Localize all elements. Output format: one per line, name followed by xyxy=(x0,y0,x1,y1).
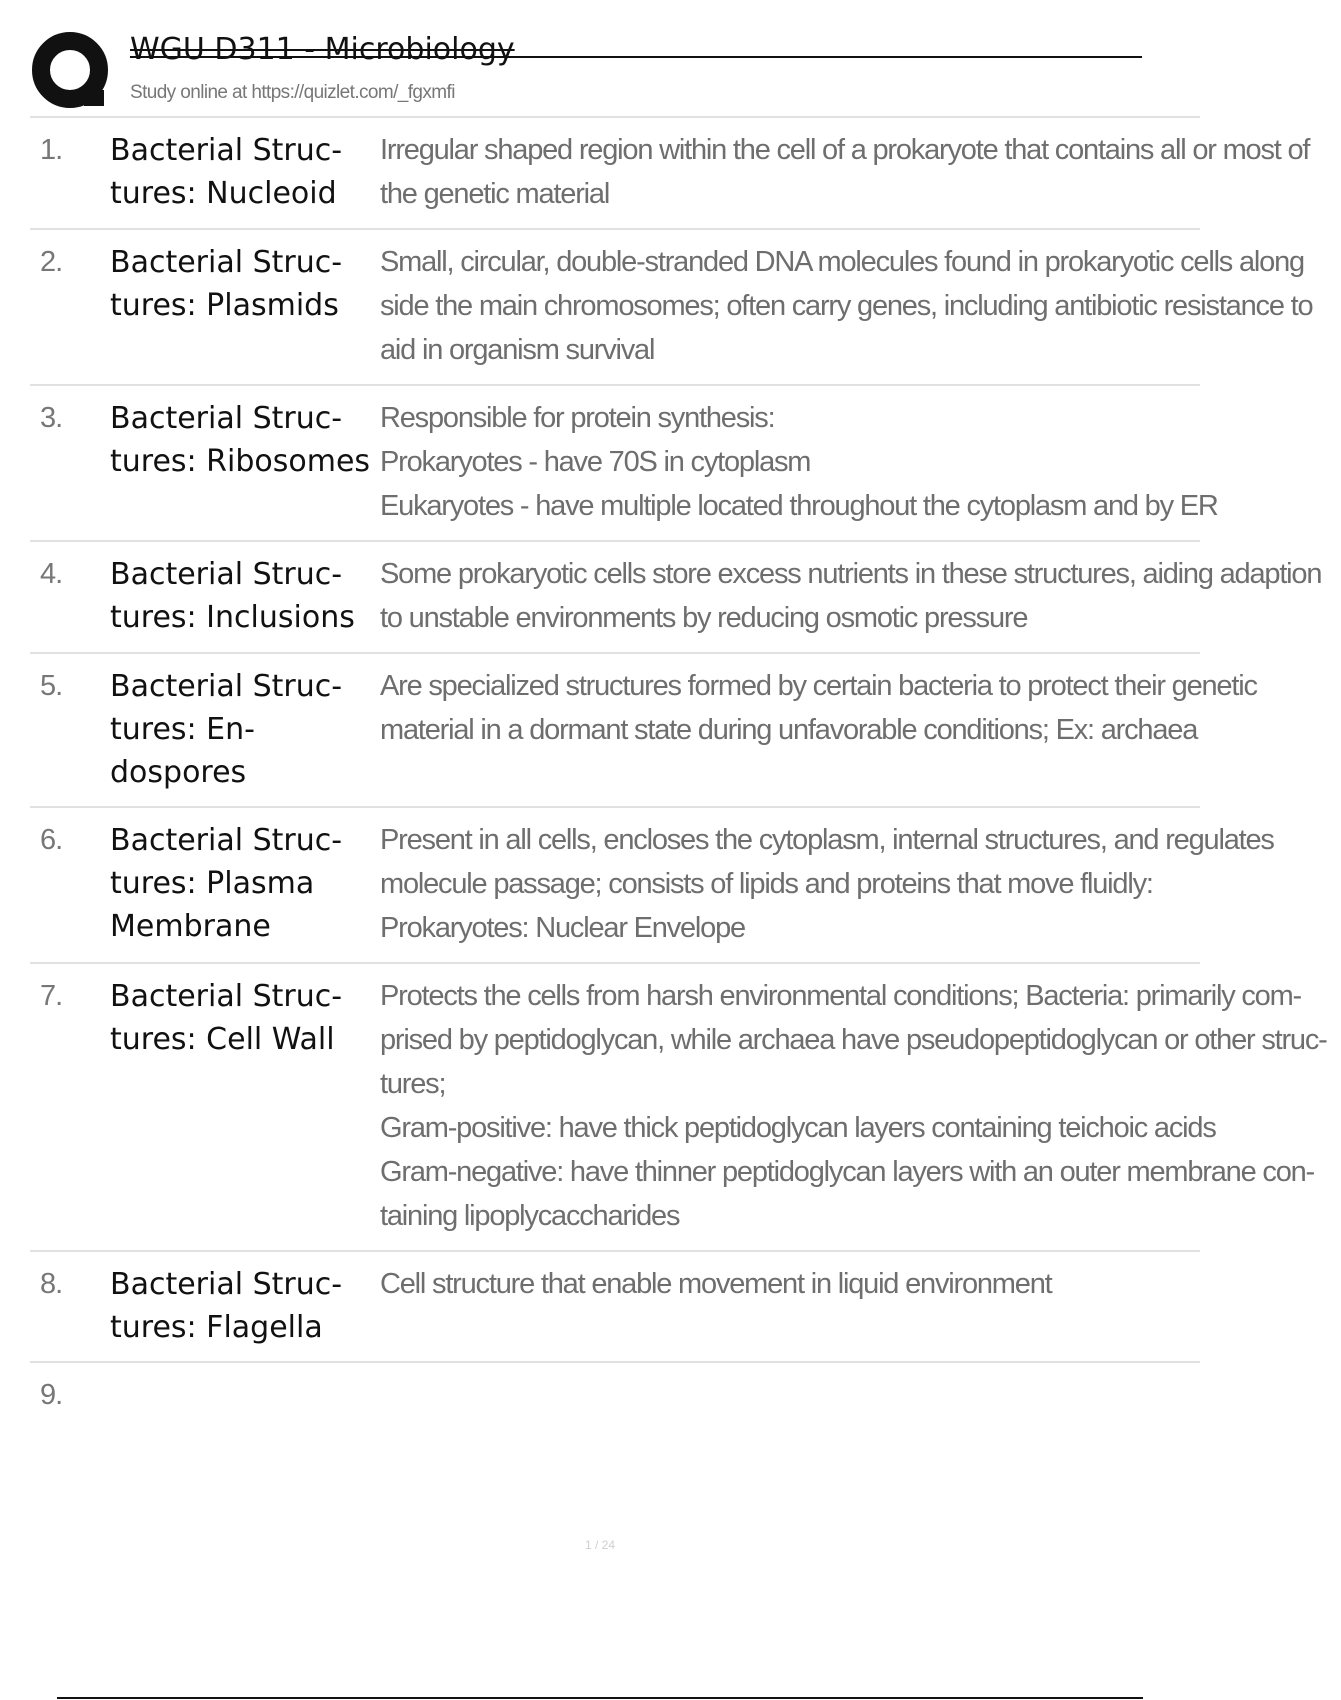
definition-line: Responsible for protein synthesis: xyxy=(380,402,775,434)
flashcard-row xyxy=(30,384,1218,540)
card-definition xyxy=(380,818,1288,950)
card-term xyxy=(110,1262,380,1349)
definition-line: Gram-negative: have thinner peptidoglycan layers with an outer membrane con- xyxy=(380,1156,1315,1188)
definition-line: molecule passage; consists of lipids and proteins that move fluidly: xyxy=(380,868,1153,900)
card-term xyxy=(110,664,380,794)
term-line: Bacterial Struc- xyxy=(110,979,343,1014)
term-line: dospores xyxy=(110,755,247,790)
definition-line: Small, circular, double-stranded DNA molecules found in prokaryotic cells along xyxy=(380,246,1304,278)
card-definition xyxy=(380,974,1341,1238)
card-term xyxy=(110,552,380,640)
card-number: 8. xyxy=(40,1268,63,1300)
card-number: 6. xyxy=(40,824,63,856)
term-line: tures: Plasmids xyxy=(110,288,339,323)
definition-line: Prokaryotes: Nuclear Envelope xyxy=(380,912,745,944)
page-number: 1 / 24 xyxy=(584,1538,616,1552)
flashcard-row xyxy=(30,652,1257,806)
term-line: Bacterial Struc- xyxy=(110,133,343,168)
term-line: tures: Inclusions xyxy=(110,600,355,635)
term-line: tures: Plasma xyxy=(110,866,315,901)
definition-line: prised by peptidoglycan, while archaea have pseudopeptidoglycan or other struc- xyxy=(380,1024,1327,1056)
term-line: tures: Nucleoid xyxy=(110,176,337,211)
card-definition xyxy=(380,396,1232,528)
flashcard-row xyxy=(30,1250,1200,1361)
card-term xyxy=(110,818,380,950)
term-line: Membrane xyxy=(110,909,271,944)
definition-line: the genetic material xyxy=(380,178,610,210)
definition-line: Irregular shaped region within the cell of a prokaryote that contains all or most of xyxy=(380,134,1310,166)
card-number: 3. xyxy=(40,402,63,434)
term-line: Bacterial Struc- xyxy=(110,669,343,704)
definition-line: taining lipoplycaccharides xyxy=(380,1200,680,1232)
document-title: WGU D311 - Microbiology xyxy=(130,32,515,67)
card-definition xyxy=(380,240,1326,372)
definition-line: Present in all cells, encloses the cytoplasm, internal structures, and regulates xyxy=(380,824,1274,856)
term-line: tures: Flagella xyxy=(110,1310,323,1345)
card-definition xyxy=(380,552,1335,640)
card-term xyxy=(110,396,380,528)
card-number: 2. xyxy=(40,246,63,278)
definition-line: Some prokaryotic cells store excess nutrients in these structures, aiding adaption xyxy=(380,558,1322,590)
title-rule xyxy=(130,56,1142,58)
definition-line: Eukaryotes - have multiple located throughout the cytoplasm and by ER xyxy=(380,490,1218,522)
flashcard-row xyxy=(30,116,1310,228)
flashcard-row xyxy=(30,806,1274,962)
footer-rule xyxy=(57,1697,1143,1699)
card-definition xyxy=(380,664,1271,794)
card-number: 9. xyxy=(40,1379,63,1411)
card-definition xyxy=(380,1373,1200,1417)
definition-line: Prokaryotes - have 70S in cytoplasm xyxy=(380,446,811,478)
card-term xyxy=(110,128,380,216)
card-term xyxy=(110,1373,380,1417)
card-number: 5. xyxy=(40,670,63,702)
term-line: Bacterial Struc- xyxy=(110,1267,343,1302)
definition-line: aid in organism survival xyxy=(380,334,655,366)
flashcard-list xyxy=(30,116,1327,1429)
definition-line: Gram-positive: have thick peptidoglycan layers containing teichoic acids xyxy=(380,1112,1216,1144)
study-online-link-text: Study online at https://quizlet.com/_fgxmfi xyxy=(130,82,455,103)
flashcard-row xyxy=(30,228,1313,384)
definition-line: to unstable environments by reducing osmotic pressure xyxy=(380,602,1028,634)
card-term xyxy=(110,240,380,372)
card-number: 1. xyxy=(40,134,63,166)
term-line: tures: Cell Wall xyxy=(110,1022,335,1057)
definition-line: side the main chromosomes; often carry genes, including antibiotic resistance to xyxy=(380,290,1313,322)
definition-line: Cell structure that enable movement in liquid environment xyxy=(380,1268,1052,1300)
definition-line: material in a dormant state during unfavorable conditions; Ex: archaea xyxy=(380,714,1198,746)
card-definition xyxy=(380,128,1323,216)
term-line: Bacterial Struc- xyxy=(110,401,343,436)
card-number: 7. xyxy=(40,980,63,1012)
page-header xyxy=(0,0,1200,118)
term-line: tures: En- xyxy=(110,712,255,747)
flashcard-row xyxy=(30,1361,1200,1429)
term-line: Bacterial Struc- xyxy=(110,823,343,858)
card-number: 4. xyxy=(40,558,63,590)
quizlet-q-logo-icon xyxy=(30,30,114,114)
card-term xyxy=(110,974,380,1238)
flashcard-row xyxy=(30,962,1327,1250)
term-line: Bacterial Struc- xyxy=(110,557,343,592)
definition-line: tures; xyxy=(380,1068,446,1100)
definition-line: Are specialized structures formed by certain bacteria to protect their genetic xyxy=(380,670,1257,702)
definition-line: Protects the cells from harsh environmental conditions; Bacteria: primarily com- xyxy=(380,980,1301,1012)
flashcard-row xyxy=(30,540,1322,652)
term-line: Bacterial Struc- xyxy=(110,245,343,280)
card-definition xyxy=(380,1262,1200,1349)
term-line: tures: Ribosomes xyxy=(110,444,371,479)
